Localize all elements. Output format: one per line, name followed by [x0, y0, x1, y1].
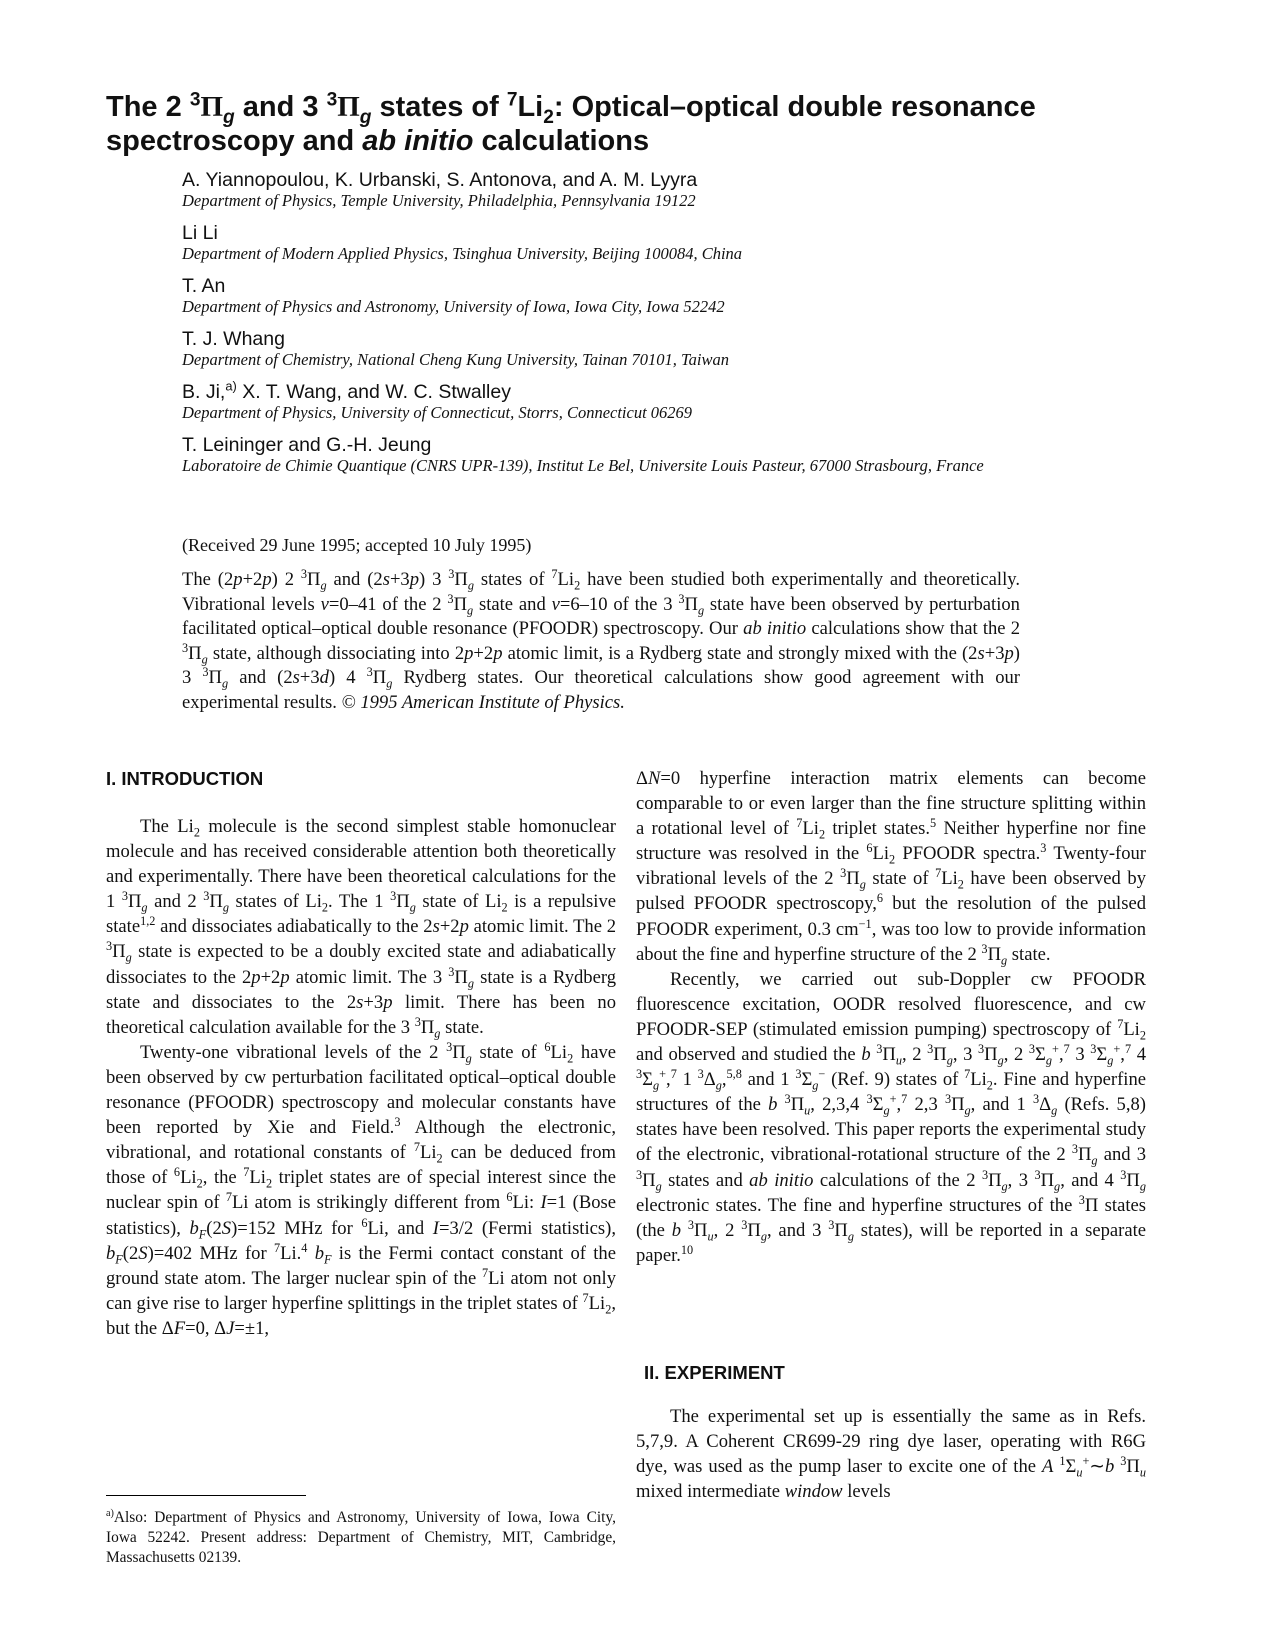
- right-column: [636, 766, 1146, 1268]
- section-heading-introduction: I. INTRODUCTION: [106, 768, 264, 789]
- author-affiliation: Department of Chemistry, National Cheng Kung University, Tainan 70101, Taiwan: [182, 350, 729, 369]
- author-affiliation: Laboratoire de Chimie Quantique (CNRS UPR-139), Institut Le Bel, Universite Louis Pasteur, 67000 Strasbourg, France: [182, 456, 984, 475]
- paragraph: Recently, we carried out sub-Doppler cw PFOODR fluorescence excitation, OODR resolved fluorescence, and cw PFOODR-SEP (stimulated emission pumping) spectroscopy of $^7Li_2$ and observed and studied the b $^3\Pi_u$, 2 $^3\Pi_g$, 3 $^3\Pi_g$, 2 $^3\Sigma_g^+,^7$ 3 $^3\Sigma_g^+,^7$ 4 $^3\Sigma_g^+,^7$ 1 $^3\Delta_g,^{5,8}$ and 1 $^3\Sigma_g^-$ (Ref. 9) states of $^7Li_2$. Fine and hyperfine structures of the b $^3\Pi_u$, 2,3,4 $^3\Sigma_g^+,^7$ 2,3 $^3\Pi_g$, and 1 $^3\Delta_g$ (Refs. 5,8) states have been resolved. This paper reports the experimental study of the electronic, vibrational-rotational structure of the 2 $^3\Pi_g$ and 3 $^3\Pi_g$ states and ab initio calculations of the 2 $^3\Pi_g$, 3 $^3\Pi_g$, and 4 $^3\Pi_g$ electronic states. The fine and hyperfine structures of the $^3$Π states (the b $^3\Pi_u$, 2 $^3\Pi_g$, and 3 $^3\Pi_g$ states), will be reported in a separate paper.$^{10}$: [636, 968, 1147, 1266]
- author-affiliation: Department of Physics, Temple University, Philadelphia, Pennsylvania 19122: [182, 191, 696, 210]
- copyright: © 1995 American Institute of Physics.: [341, 691, 625, 713]
- paragraph: The $Li_2$ molecule is the second simplest stable homonuclear molecule and has received considerable attention both theoretically and experimentally. There have been theoretical calculations for the 1 $^3\Pi_g$ and 2 $^3\Pi_g$ states of $Li_2$. The 1 $^3\Pi_g$ state of $Li_2$ is a repulsive state$^{1,2}$ and dissociates adiabatically to the 2s+2p atomic limit. The 2 $^3\Pi_g$ state is expected to be a doubly excited state and adiabatically dissociates to the 2p+2p atomic limit. The 3 $^3\Pi_g$ state is a Rydberg state and dissociates to the 2s+3p limit. There has been no theoretical calculation available for the 3 $^3\Pi_g$ state.: [106, 816, 617, 1041]
- paper-title: The 2 $^3\Pi_g$ and 3 $^3\Pi_g$ states of $^7Li_2$: Optical–optical double resonance spectroscopy and ab initio calculations: [106, 89, 1036, 157]
- footnote: $^{a)}$Also: Department of Physics and Astronomy, University of Iowa, Iowa City, Iowa 52242. Present address: Department of Chemistry, MIT, Cambridge, Massachusetts 02139.: [106, 1507, 616, 1566]
- right-column-experiment: [636, 1404, 1146, 1504]
- author-names: B. Ji,$^{a)}$ X. T. Wang, and W. C. Stwalley: [182, 378, 511, 403]
- author-affiliation: Department of Physics and Astronomy, University of Iowa, Iowa City, Iowa 52242: [182, 297, 725, 316]
- received-date: (Received 29 June 1995; accepted 10 July 1995): [182, 535, 532, 555]
- left-column: [106, 814, 616, 1341]
- author-names: A. Yiannopoulou, K. Urbanski, S. Antonova, and A. M. Lyyra: [182, 169, 698, 191]
- author-names: Li Li: [182, 222, 218, 244]
- abstract: The (2p+2p) 2 $^3\Pi_g$ and (2s+3p) 3 $^3\Pi_g$ states of $^7Li_2$ have been studied both experimentally and theoretically. Vibrational levels v=0–41 of the 2 $^3\Pi_g$ state and v=6–10 of the 3 $^3\Pi_g$ state have been observed by perturbation facilitated optical–optical double resonance (PFOODR) spectroscopy. Our ab initio calculations show that the 2 $^3\Pi_g$ state, although dissociating into 2p+2p atomic limit, is a Rydberg state and strongly mixed with the (2s+3p) 3 $^3\Pi_g$ and (2s+3d) 4 $^3\Pi_g$ Rydberg states. Our theoretical calculations show good agreement with our experimental results. © 1995 American Institute of Physics.: [182, 566, 1021, 713]
- paragraph: Twenty-one vibrational levels of the 2 $^3\Pi_g$ state of $^6Li_2$ have been observed by cw perturbation facilitated optical–optical double resonance (PFOODR) spectroscopy and molecular constants have been reported by Xie and Field.$^3$ Although the electronic, vibrational, and rotational constants of $^7Li_2$ can be deduced from those of $^6Li_2$, the $^7Li_2$ triplet states are of special interest since the nuclear spin of $^7$Li atom is strikingly different from $^6$Li: I=1 (Bose statistics), $b_F(2S)=152$ MHz for $^6$Li, and I=3/2 (Fermi statistics), $b_F(2S)=402$ MHz for $^7$Li.$^4$ $b_F$ is the Fermi contact constant of the ground state atom. The larger nuclear spin of the $^7$Li atom not only can give rise to larger hyperfine splittings in the triplet states of $^7Li_2$, but the ΔF=0, ΔJ=±1,: [106, 1039, 617, 1339]
- author-names: T. Leininger and G.-H. Jeung: [182, 434, 432, 456]
- author-affiliation: Department of Physics, University of Connecticut, Storrs, Connecticut 06269: [182, 403, 693, 422]
- section-heading-experiment: II. EXPERIMENT: [644, 1362, 785, 1383]
- author-names: T. An: [182, 275, 226, 297]
- paragraph: The experimental set up is essentially the same as in Refs. 5,7,9. A Coherent CR699-29 ring dye laser, operating with R6G dye, was used as the pump laser to excite one of the A $^1\Sigma_u^+\sim b$ $^3\Pi_u$ mixed intermediate window levels: [636, 1406, 1146, 1503]
- author-names: T. J. Whang: [182, 328, 285, 350]
- footnote-rule: [106, 1495, 306, 1496]
- author-affiliation: Department of Modern Applied Physics, Tsinghua University, Beijing 100084, China: [182, 244, 743, 263]
- paragraph: ΔN=0 hyperfine interaction matrix elements can become comparable to or even larger than the fine structure splitting within a rotational level of $^7Li_2$ triplet states.$^5$ Neither hyperfine nor fine structure was resolved in the $^6Li_2$ PFOODR spectra.$^3$ Twenty-four vibrational levels of the 2 $^3\Pi_g$ state of $^7Li_2$ have been observed by pulsed PFOODR spectroscopy,$^6$ but the resolution of the pulsed PFOODR experiment, 0.3 $cm^{-1}$, was too low to provide information about the fine and hyperfine structure of the 2 $^3\Pi_g$ state.: [636, 768, 1147, 968]
